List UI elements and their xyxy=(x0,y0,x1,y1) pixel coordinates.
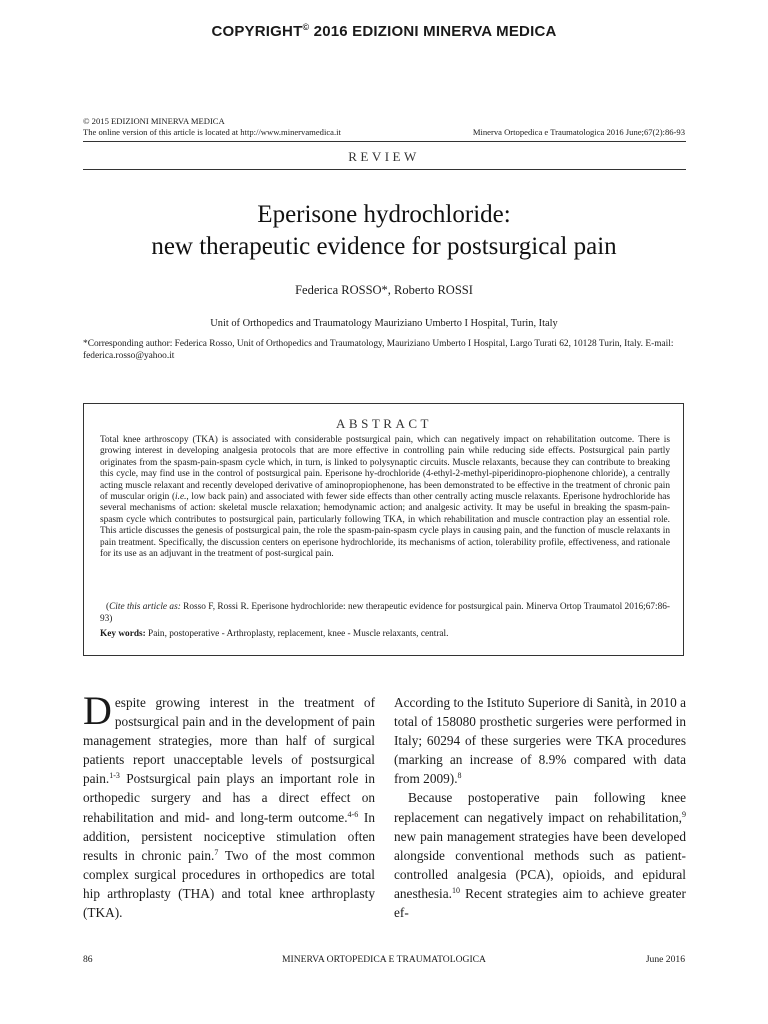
copyright-banner xyxy=(0,22,768,40)
right-paragraph-1 xyxy=(394,693,686,788)
affiliation: Unit of Orthopedics and Traumatology Mauriziano Umberto I Hospital, Turin, Italy xyxy=(210,318,558,329)
right-text-2a: Because postoperative pain following knee replacement can negatively impact on rehabilitation, xyxy=(394,790,686,825)
section-label: REVIEW xyxy=(348,149,420,164)
ref-7: 7 xyxy=(214,847,219,857)
left-text-2: Postsurgical pain plays an important role in orthopedic surgery and has a direct effect on rehabilitation and mid- and long-term outcome. xyxy=(83,771,375,825)
abstract-keywords xyxy=(100,629,670,639)
authors: Federica ROSSO*, Roberto ROSSI xyxy=(295,283,473,297)
abstract-text-part-1: Total knee arthroscopy (TKA) is associated with considerable postsurgical pain, which can negatively impact on rehabilitation outcome. There is growing interest in developing analgesia protocols that are more effective in controlling pain while reducing side effects. Postsurgical pain partly originates from the spasm-pain-spasm cycle which, in turn, is linked to polysynaptic circuits. Muscle relaxants, because they can contribute to breaking this cycle, may find use in the control of postsurgical pain. Eperisone hy-drochloride (4-ethyl-2-methyl-piperidinopro-piophenone chloride), a centrally acting muscle relaxant and recently developed derivative of aminopropiophenone, has been demonstrated to be effective in the treatment of chronic pain of muscular origin ( xyxy=(100,435,670,503)
title-line-2: new therapeutic evidence for postsurgical pain xyxy=(151,233,617,260)
ref-1-3: 1-3 xyxy=(109,771,120,781)
abstract-text xyxy=(100,435,670,560)
right-text-2b: new pain management strategies have been developed alongside conventional methods such as patient-controlled analgesia (PCA), opioids, and epidural anesthesia. xyxy=(394,828,686,901)
cite-text: Rosso F, Rossi R. Eperisone hydrochloride: new therapeutic evidence for postsurgical pain. Minerva Ortop Traumatol 2016;67:86-93) xyxy=(100,602,670,624)
header-publisher-info xyxy=(83,116,341,138)
ref-10: 10 xyxy=(451,885,460,895)
keywords-text: Pain, postoperative - Arthroplasty, replacement, knee - Muscle relaxants, central. xyxy=(145,629,449,639)
left-text-4: Two of the most common complex surgical procedures in orthopedics are total hip arthroplasty (THA) and total knee arthroplasty (TKA). xyxy=(83,847,375,921)
header-online-version-line: The online version of this article is located at http://www.minervamedica.it xyxy=(83,127,341,137)
abstract-ie: i.e. xyxy=(175,492,187,503)
copyright-prefix: COPYRIGHT xyxy=(211,23,303,40)
left-text-3: In addition, persistent nociceptive stimulation often results in chronic pain. xyxy=(83,809,375,863)
body-column-right xyxy=(394,693,686,922)
header-divider xyxy=(83,141,686,142)
header-copyright-line: © 2015 EDIZIONI MINERVA MEDICA xyxy=(83,116,225,126)
cite-open: ( xyxy=(106,602,110,612)
drop-cap: D xyxy=(83,688,112,733)
section-divider xyxy=(83,169,686,170)
article-title xyxy=(60,199,708,263)
footer-date: June 2016 xyxy=(645,954,685,965)
footer-journal: MINERVA ORTOPEDICA E TRAUMATOLOGICA xyxy=(282,954,486,965)
abstract-heading: ABSTRACT xyxy=(336,416,432,431)
ref-8: 8 xyxy=(457,771,462,781)
title-line-1: Eperisone hydrochloride: xyxy=(257,201,511,228)
ref-9: 9 xyxy=(682,809,686,819)
body-column-left xyxy=(83,688,375,922)
right-text-2c: Recent strategies aim to achieve greater ef- xyxy=(394,885,686,921)
footer-page-number: 86 xyxy=(83,954,93,965)
abstract-citation xyxy=(100,602,670,625)
copyright-symbol: © xyxy=(302,22,310,32)
copyright-suffix: 2016 EDIZIONI MINERVA MEDICA xyxy=(309,23,557,40)
cite-label: Cite this article as: xyxy=(109,602,181,612)
corresponding-author: *Corresponding author: Federica Rosso, Unit of Orthopedics and Traumatology, Mauriziano Umberto I Hospital, Largo Turati 62, 10128 Turin, Italy. E-mail: federica.rosso@yahoo.it xyxy=(83,339,674,361)
abstract-text-part-2: , low back pain) and associated with fewer side effects than other centrally acting muscle relaxants. Eperisone hydrochloride has several mechanisms of action: skeletal muscle relaxation; hemodynamic action; and analgesic activity. It may be useful in breaking the spasm-pain-spasm cycle which contributes to postsurgical pain, particularly following TKA, in which rehabilitation and muscle contraction play an essential role. This article discusses the genesis of postsurgical pain, the role the spasm-pain-spasm cycle plays in causing pain, and the function of muscle relaxants in pain treatment. Specifically, the discussion centers on eperisone hydrochloride, its mechanisms of action, tolerability profile, effectiveness, and rationale for its use as an adjuvant in the treatment of post-surgical pain. xyxy=(100,492,670,560)
header-citation: Minerva Ortopedica e Traumatologica 2016 June;67(2):86-93 xyxy=(472,127,685,137)
right-paragraph-2 xyxy=(394,788,686,922)
left-text-1: espite growing interest in the treatment of postsurgical pain and in the development of pain management strategies, more than half of surgical patients report unacceptable levels of postsurgical pain. xyxy=(83,695,375,787)
ref-4-6: 4-6 xyxy=(347,809,359,819)
keywords-label: Key words: xyxy=(100,629,146,639)
right-text-1: According to the Istituto Superiore di Sanità, in 2010 a total of 158080 prosthetic surgeries were performed in Italy; 60294 of these surgeries were TKA procedures (marking an increase of 8.9% compared with data from 2009). xyxy=(394,695,686,787)
